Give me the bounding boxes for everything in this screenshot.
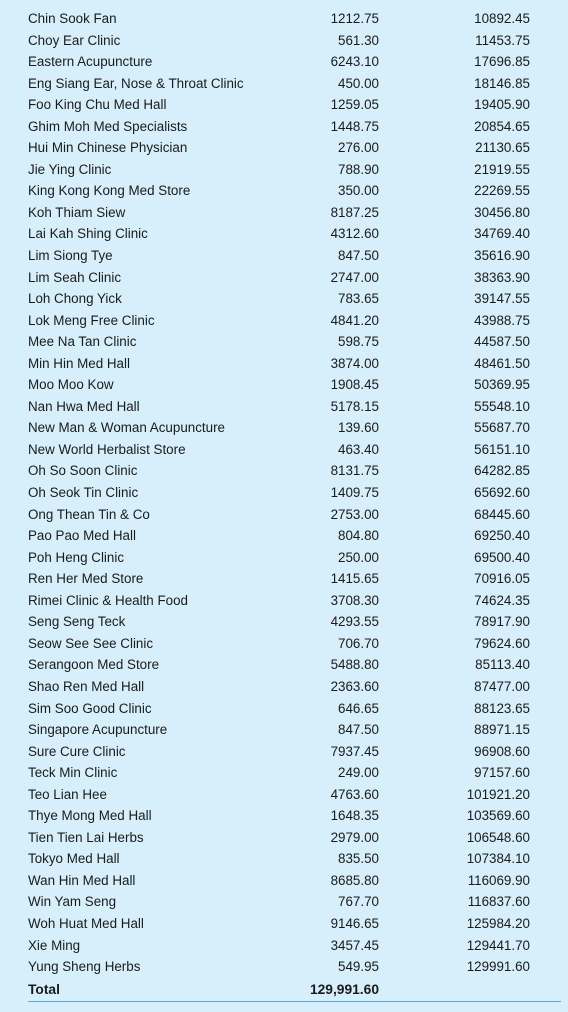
table-row [0, 223, 568, 245]
row-name: Sim Soo Good Clinic [28, 700, 152, 716]
row-amount: 3874.00 [330, 355, 379, 371]
row-amount: 646.65 [338, 700, 379, 716]
row-cumulative: 106548.60 [466, 829, 530, 845]
row-name: Lok Meng Free Clinic [28, 312, 155, 328]
table-row [0, 460, 568, 482]
row-amount: 463.40 [338, 441, 379, 457]
row-name: Min Hin Med Hall [28, 355, 130, 371]
row-amount: 350.00 [338, 183, 379, 199]
row-name: Yung Sheng Herbs [28, 959, 141, 975]
row-name: New Man & Woman Acupuncture [28, 420, 225, 436]
table-row [0, 51, 568, 73]
table-row [0, 547, 568, 569]
table-row [0, 116, 568, 138]
table-row [0, 525, 568, 547]
table-row [0, 374, 568, 396]
table-row [0, 805, 568, 827]
row-name: New World Herbalist Store [28, 441, 186, 457]
table-row [0, 439, 568, 461]
row-cumulative: 70916.05 [474, 571, 530, 587]
row-amount: 2753.00 [330, 506, 379, 522]
row-amount: 767.70 [338, 894, 379, 910]
row-cumulative: 11453.75 [475, 32, 530, 48]
row-cumulative: 56151.10 [474, 441, 530, 457]
row-amount: 276.00 [338, 140, 379, 156]
row-cumulative: 69250.40 [474, 528, 530, 544]
row-cumulative: 44587.50 [474, 334, 530, 350]
row-cumulative: 65692.60 [474, 485, 530, 501]
table-row [0, 331, 568, 353]
row-cumulative: 103569.60 [466, 808, 530, 824]
table-row [0, 762, 568, 784]
row-cumulative: 17696.85 [474, 54, 530, 70]
table-row [0, 417, 568, 439]
row-name: Teo Lian Hee [28, 786, 107, 802]
row-amount: 2363.60 [330, 678, 379, 694]
row-name: Loh Chong Yick [28, 291, 122, 307]
row-amount: 3457.45 [330, 937, 379, 953]
row-name: Rimei Clinic & Health Food [28, 592, 189, 608]
row-amount: 847.50 [338, 248, 379, 264]
row-cumulative: 88123.65 [474, 700, 530, 716]
donations-table [0, 8, 568, 1000]
row-cumulative: 68445.60 [474, 506, 530, 522]
row-name: Chin Sook Fan [28, 11, 117, 26]
table-row [0, 396, 568, 418]
row-amount: 788.90 [338, 161, 379, 177]
row-amount: 4293.55 [330, 614, 379, 630]
row-name: Teck Min Clinic [28, 765, 118, 781]
row-amount: 1448.75 [330, 118, 379, 134]
table-row [0, 94, 568, 116]
row-name: Lai Kah Shing Clinic [28, 226, 148, 242]
row-name: Jie Ying Clinic [28, 161, 112, 177]
row-cumulative: 35616.90 [474, 248, 530, 264]
table-row [0, 73, 568, 95]
row-name: Serangoon Med Store [28, 657, 160, 673]
row-name: Poh Heng Clinic [28, 549, 125, 565]
row-amount: 1415.65 [330, 571, 379, 587]
row-name: Nan Hwa Med Hall [28, 398, 140, 414]
table-row [0, 784, 568, 806]
row-amount: 4763.60 [330, 786, 379, 802]
row-cumulative: 78917.90 [474, 614, 530, 630]
table-row [0, 741, 568, 763]
table-row [0, 719, 568, 741]
row-cumulative: 55548.10 [474, 398, 530, 414]
row-amount: 847.50 [338, 722, 379, 738]
row-amount: 561.30 [338, 32, 379, 48]
row-amount: 4312.60 [330, 226, 379, 242]
row-cumulative: 96908.60 [474, 743, 530, 759]
row-cumulative: 129441.70 [466, 937, 530, 953]
row-amount: 706.70 [338, 635, 379, 651]
row-name: Ghim Moh Med Specialists [28, 118, 188, 134]
row-amount: 2747.00 [330, 269, 379, 285]
row-amount: 8685.80 [330, 872, 379, 888]
row-name: Moo Moo Kow [28, 377, 114, 393]
row-cumulative: 85113.40 [475, 657, 530, 673]
row-amount: 9146.65 [330, 915, 379, 931]
row-cumulative: 116069.90 [467, 872, 530, 888]
row-name: Hui Min Chinese Physician [28, 140, 188, 156]
row-name: Sure Cure Clinic [28, 743, 126, 759]
row-cumulative: 88971.15 [474, 722, 530, 738]
row-amount: 1212.75 [330, 11, 379, 26]
table-row [0, 590, 568, 612]
table-row [0, 180, 568, 202]
row-name: Singapore Acupuncture [28, 722, 168, 738]
row-cumulative: 34769.40 [474, 226, 530, 242]
table-row [0, 913, 568, 935]
row-cumulative: 101921.20 [466, 786, 530, 802]
row-cumulative: 79624.60 [474, 635, 530, 651]
row-cumulative: 22269.55 [474, 183, 530, 199]
row-cumulative: 55687.70 [474, 420, 530, 436]
row-amount: 6243.10 [330, 54, 379, 70]
row-cumulative: 10892.45 [474, 11, 530, 26]
row-cumulative: 21919.55 [474, 161, 530, 177]
table-row [0, 288, 568, 310]
row-name: King Kong Kong Med Store [28, 183, 191, 199]
row-cumulative: 125984.20 [466, 915, 530, 931]
row-cumulative: 20854.65 [474, 118, 530, 134]
row-cumulative: 87477.00 [474, 678, 530, 694]
row-cumulative: 38363.90 [474, 269, 530, 285]
row-cumulative: 30456.80 [474, 204, 530, 220]
row-amount: 250.00 [338, 549, 379, 565]
table-row [0, 202, 568, 224]
table-row [0, 848, 568, 870]
row-amount: 8131.75 [330, 463, 379, 479]
row-cumulative: 64282.85 [474, 463, 530, 479]
row-amount: 783.65 [338, 291, 379, 307]
row-amount: 3708.30 [330, 592, 379, 608]
row-name: Eastern Acupuncture [28, 54, 153, 70]
table-row [0, 698, 568, 720]
table-row [0, 568, 568, 590]
row-name: Pao Pao Med Hall [28, 528, 136, 544]
row-cumulative: 21130.65 [475, 140, 530, 156]
table-row [0, 137, 568, 159]
row-cumulative: 50369.95 [474, 377, 530, 393]
row-amount: 7937.45 [330, 743, 379, 759]
total-amount: 129,991.60 [309, 981, 379, 997]
row-cumulative: 48461.50 [474, 355, 530, 371]
row-name: Seng Seng Teck [28, 614, 126, 630]
table-row [0, 245, 568, 267]
row-name: Foo King Chu Med Hall [28, 97, 167, 113]
row-cumulative: 18146.85 [474, 75, 530, 91]
row-name: Eng Siang Ear, Nose & Throat Clinic [28, 75, 244, 91]
row-name: Oh Seok Tin Clinic [28, 485, 139, 501]
row-cumulative: 69500.40 [474, 549, 530, 565]
row-cumulative: 43988.75 [474, 312, 530, 328]
row-amount: 835.50 [338, 851, 379, 867]
table-row [0, 827, 568, 849]
row-name: Shao Ren Med Hall [28, 678, 145, 694]
row-amount: 1409.75 [330, 485, 379, 501]
bottom-rule [28, 1001, 561, 1002]
row-cumulative: 74624.35 [474, 592, 530, 608]
table-row [0, 870, 568, 892]
table-row [0, 676, 568, 698]
table-row [0, 8, 568, 30]
table-row [0, 504, 568, 526]
row-amount: 4841.20 [330, 312, 379, 328]
table-body [0, 8, 568, 978]
row-amount: 549.95 [338, 959, 379, 975]
row-amount: 1908.45 [330, 377, 379, 393]
row-name: Tien Tien Lai Herbs [28, 829, 144, 845]
total-label: Total [28, 981, 60, 997]
row-amount: 2979.00 [330, 829, 379, 845]
row-name: Tokyo Med Hall [28, 851, 120, 867]
row-amount: 249.00 [338, 765, 379, 781]
row-amount: 139.60 [338, 420, 379, 436]
table-row [0, 159, 568, 181]
row-amount: 8187.25 [330, 204, 379, 220]
row-cumulative: 129991.60 [466, 959, 530, 975]
total-row [0, 979, 568, 1001]
row-cumulative: 97157.60 [474, 765, 530, 781]
table-row [0, 956, 568, 978]
row-name: Ren Her Med Store [28, 571, 144, 587]
row-name: Win Yam Seng [28, 894, 117, 910]
table-row [0, 353, 568, 375]
row-name: Xie Ming [28, 937, 81, 953]
table-row [0, 633, 568, 655]
row-amount: 450.00 [338, 75, 379, 91]
table-row [0, 654, 568, 676]
table-row [0, 611, 568, 633]
row-amount: 1648.35 [330, 808, 379, 824]
row-name: Thye Mong Med Hall [28, 808, 152, 824]
row-name: Woh Huat Med Hall [28, 915, 144, 931]
row-amount: 5178.15 [330, 398, 379, 414]
row-name: Choy Ear Clinic [28, 32, 121, 48]
row-amount: 1259.05 [330, 97, 379, 113]
row-amount: 804.80 [338, 528, 379, 544]
table-row [0, 310, 568, 332]
row-name: Ong Thean Tin & Co [28, 506, 150, 522]
row-cumulative: 116837.60 [467, 894, 530, 910]
table-row [0, 30, 568, 52]
table-row [0, 891, 568, 913]
row-cumulative: 19405.90 [474, 97, 530, 113]
row-name: Oh So Soon Clinic [28, 463, 138, 479]
row-cumulative: 107384.10 [466, 851, 530, 867]
table-row [0, 482, 568, 504]
row-name: Seow See See Clinic [28, 635, 154, 651]
row-amount: 598.75 [338, 334, 379, 350]
row-amount: 5488.80 [330, 657, 379, 673]
row-cumulative: 39147.55 [474, 291, 530, 307]
row-name: Lim Seah Clinic [28, 269, 122, 285]
row-name: Lim Siong Tye [28, 248, 113, 264]
table-row [0, 267, 568, 289]
table-row [0, 935, 568, 957]
row-name: Wan Hin Med Hall [28, 872, 136, 888]
row-name: Koh Thiam Siew [28, 204, 126, 220]
row-name: Mee Na Tan Clinic [28, 334, 137, 350]
